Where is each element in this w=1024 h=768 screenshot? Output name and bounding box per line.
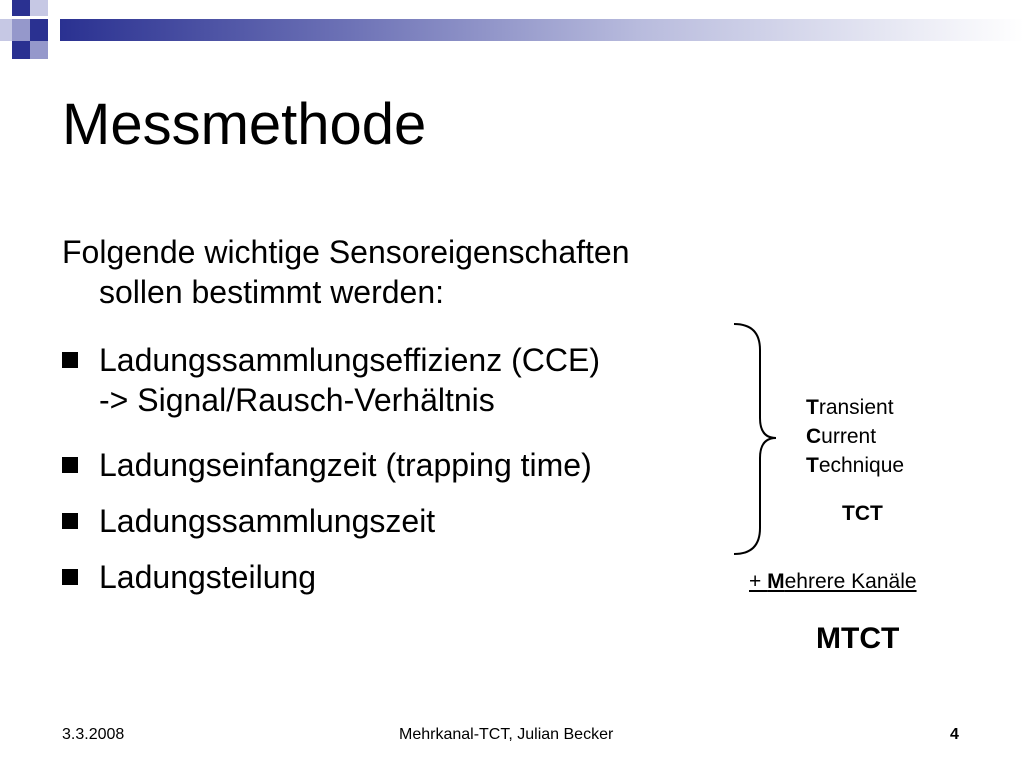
footer-date: 3.3.2008 — [62, 726, 125, 743]
mtct-abbreviation: MTCT — [816, 622, 900, 655]
right-curly-brace — [730, 320, 790, 560]
header-square — [12, 19, 30, 41]
square-bullet-icon — [62, 513, 78, 529]
bullet-line-1: Ladungssammlungseffizienz (CCE) — [99, 342, 600, 378]
tct-abbreviation: TCT — [842, 502, 883, 525]
header-square — [30, 0, 48, 16]
acronym-line-current: Current — [806, 425, 877, 448]
slide-title: Messmethode — [62, 92, 427, 157]
header-square — [30, 41, 48, 59]
header-square — [12, 0, 30, 16]
square-bullet-icon — [62, 569, 78, 585]
square-bullet-icon — [62, 457, 78, 473]
header-square — [12, 41, 30, 59]
intro-line-2: sollen bestimmt werden: — [99, 274, 445, 310]
intro-line-1: Folgende wichtige Sensoreigenschaften — [62, 234, 630, 270]
bullet-text: Ladungssammlungszeit — [99, 503, 436, 539]
bullet-text: Ladungsteilung — [99, 559, 317, 595]
intro-text — [62, 232, 802, 312]
square-bullet-icon — [62, 352, 78, 368]
header-gradient-bar — [60, 19, 1024, 41]
tct-acronym — [806, 393, 904, 480]
more-channels-note: + Mehrere Kanäle — [749, 570, 917, 593]
acronym-line-transient: Transient — [806, 396, 894, 419]
bullet-text — [99, 340, 600, 420]
header-square — [30, 19, 48, 41]
acronym-line-technique: Technique — [806, 454, 905, 477]
footer-title: Mehrkanal-TCT, Julian Becker — [399, 726, 614, 743]
footer-page-number: 4 — [950, 726, 959, 743]
bullet-text: Ladungseinfangzeit (trapping time) — [99, 447, 592, 483]
header-square — [0, 19, 12, 41]
bullet-line-2: -> Signal/Rausch-Verhältnis — [99, 382, 495, 418]
header-decoration — [0, 0, 1024, 62]
